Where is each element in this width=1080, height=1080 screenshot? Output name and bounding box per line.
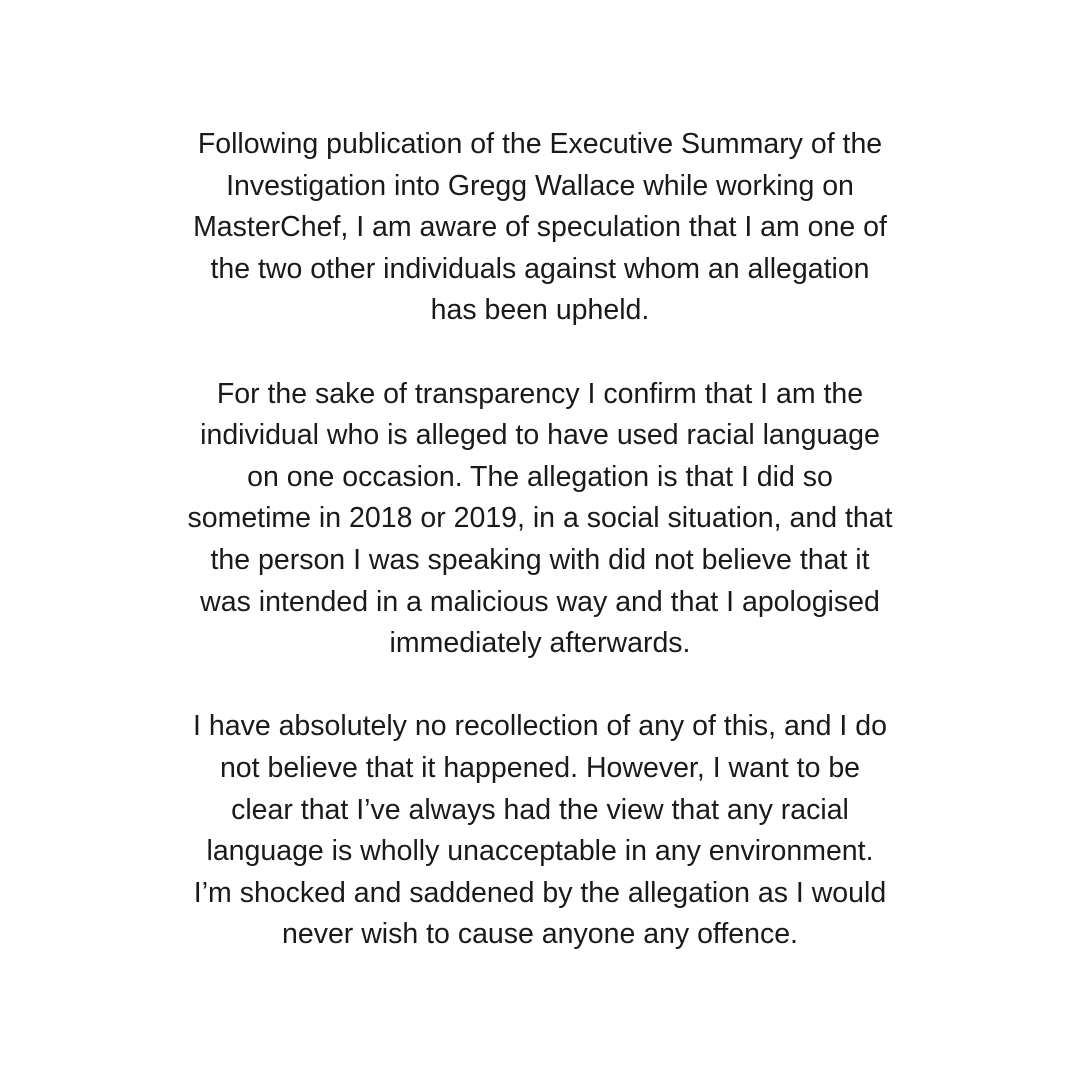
text-line: immediately afterwards. xyxy=(389,627,691,660)
text-line: has been upheld. xyxy=(430,294,650,327)
text-line: never wish to cause anyone any offence. xyxy=(282,918,798,951)
paragraph-1 xyxy=(130,124,950,332)
text-line: I have absolutely no recollection of any of this, and I do xyxy=(193,710,887,743)
text-line: was intended in a malicious way and that I apologised xyxy=(200,585,880,618)
text-line: on one occasion. The allegation is that I did so xyxy=(247,460,833,493)
text-line: sometime in 2018 or 2019, in a social situation, and that xyxy=(187,502,893,535)
text-line: Following publication of the Executive Summary of the xyxy=(197,128,883,160)
text-line: MasterChef, I am aware of speculation that I am one of xyxy=(193,211,887,244)
paragraph-3 xyxy=(130,706,950,956)
statement-body xyxy=(130,124,950,956)
text-line: clear that I’ve always had the view that any racial xyxy=(231,793,849,826)
text-line: Investigation into Gregg Wallace while working on xyxy=(226,169,854,202)
text-line: I’m shocked and saddened by the allegation as I would xyxy=(193,876,887,909)
text-line: the two other individuals against whom an allegation xyxy=(210,252,870,285)
paragraph-2 xyxy=(130,374,950,665)
text-line: not believe that it happened. However, I want to be xyxy=(219,751,861,784)
paragraph-spacer xyxy=(130,332,950,374)
text-line: individual who is alleged to have used racial language xyxy=(200,419,880,452)
paragraph-spacer xyxy=(130,665,950,707)
text-line: For the sake of transparency I confirm that I am the xyxy=(216,377,864,410)
text-line: language is wholly unacceptable in any environment. xyxy=(206,835,874,868)
text-line: the person I was speaking with did not believe that it xyxy=(210,543,870,576)
